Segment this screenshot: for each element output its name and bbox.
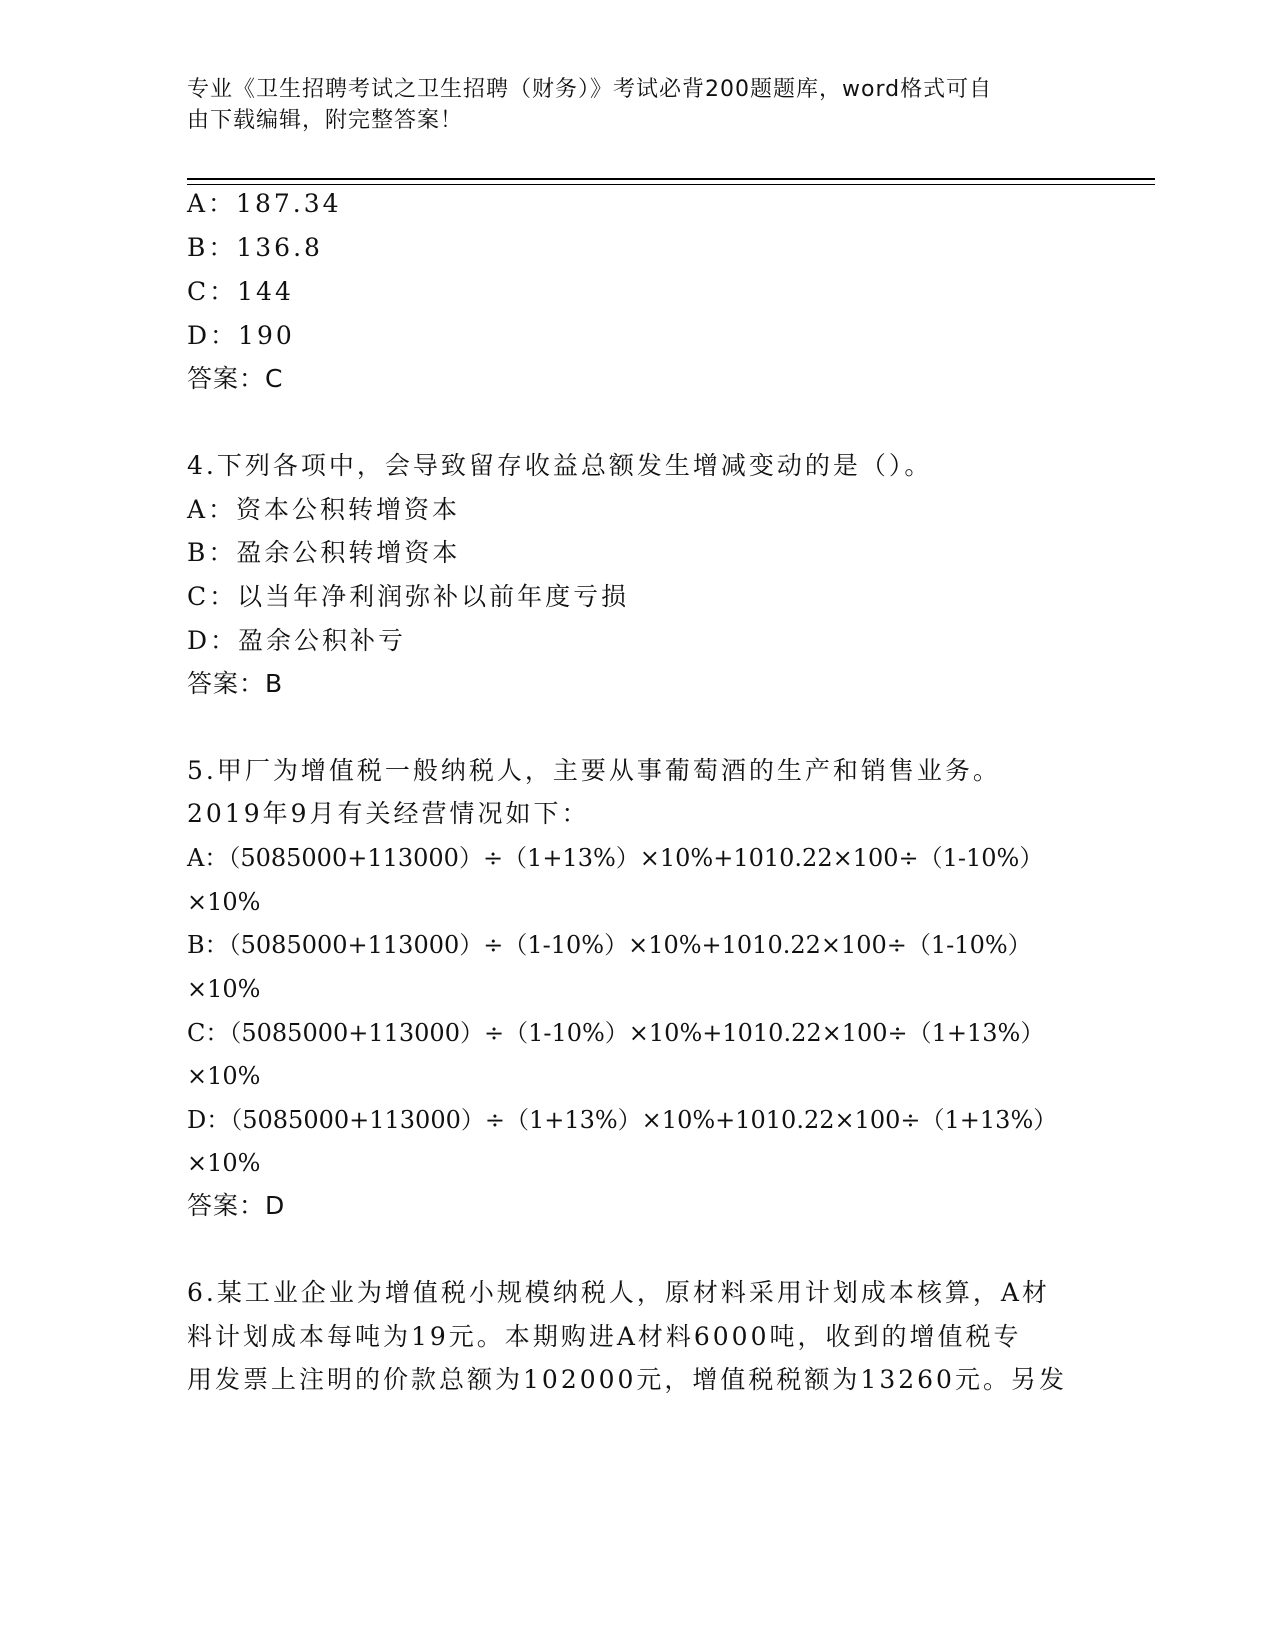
header-divider-thin bbox=[187, 184, 1155, 185]
q6-stem-line-2: 料计划成本每吨为19元。本期购进A材料6000吨，收到的增值税专 bbox=[187, 1322, 1022, 1351]
q4-option-b: B：盈余公积转增资本 bbox=[187, 538, 461, 567]
q6-stem-line-3: 用发票上注明的价款总额为102000元，增值税税额为13260元。另发 bbox=[187, 1365, 1067, 1394]
q4-option-a: A：资本公积转增资本 bbox=[187, 495, 461, 524]
header-divider-thick bbox=[187, 178, 1155, 180]
q5-option-b-line-1: B：（5085000+113000）÷（1-10%）×10%+1010.22×100÷（1-10%） bbox=[187, 931, 1032, 959]
q4-stem: 4.下列各项中，会导致留存收益总额发生增减变动的是（）。 bbox=[187, 451, 933, 480]
header-line-1: 专业《卫生招聘考试之卫生招聘（财务）》考试必背200题题库，word格式可自 bbox=[187, 77, 993, 102]
q4-answer: 答案：B bbox=[187, 669, 284, 698]
q5-option-b-line-2: ×10% bbox=[187, 975, 261, 1003]
q5-option-c-line-1: C：（5085000+113000）÷（1-10%）×10%+1010.22×100÷（1+13%） bbox=[187, 1019, 1045, 1047]
q5-stem-line-1: 5.甲厂为增值税一般纳税人，主要从事葡萄酒的生产和销售业务。 bbox=[187, 756, 1001, 785]
q5-option-d-line-2: ×10% bbox=[187, 1149, 261, 1177]
q3-answer: 答案：C bbox=[187, 364, 284, 393]
q4-option-c: C：以当年净利润弥补以前年度亏损 bbox=[187, 582, 630, 611]
q5-option-a-line-2: ×10% bbox=[187, 888, 261, 916]
q3-option-c: C：144 bbox=[187, 277, 294, 306]
q3-option-a: A：187.34 bbox=[187, 189, 342, 218]
q5-answer: 答案：D bbox=[187, 1191, 286, 1220]
q4-option-d: D：盈余公积补亏 bbox=[187, 626, 407, 655]
header-line-2: 由下载编辑，附完整答案！ bbox=[187, 108, 464, 133]
q3-option-b: B：136.8 bbox=[187, 233, 323, 262]
q5-stem-line-2: 2019年9月有关经营情况如下： bbox=[187, 799, 590, 828]
document-header bbox=[187, 74, 1067, 136]
q6-stem-line-1: 6.某工业企业为增值税小规模纳税人，原材料采用计划成本核算，A材 bbox=[187, 1278, 1050, 1307]
q5-option-c-line-2: ×10% bbox=[187, 1062, 261, 1090]
q3-option-d: D：190 bbox=[187, 321, 295, 350]
q5-option-d-line-1: D：（5085000+113000）÷（1+13%）×10%+1010.22×100÷（1+13%） bbox=[187, 1106, 1058, 1134]
q5-option-a-line-1: A：（5085000+113000）÷（1+13%）×10%+1010.22×100÷（1-10%） bbox=[187, 844, 1044, 872]
